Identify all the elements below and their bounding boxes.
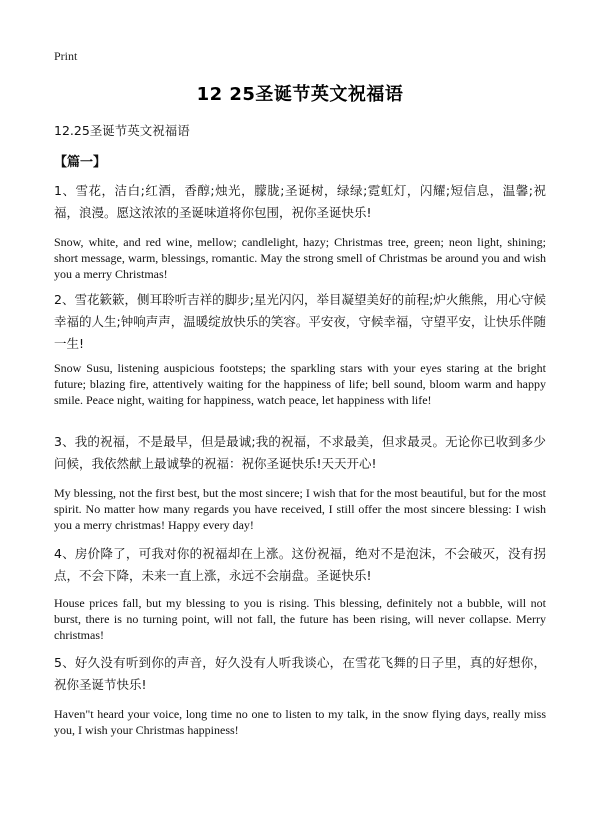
print-label: Print xyxy=(54,49,78,63)
entry-1-chinese: 1、雪花，洁白;红酒，香醇;烛光，朦胧;圣诞树，绿绿;霓虹灯，闪耀;短信息，温馨;祝福，浪漫。愿这浓浓的圣诞味道将你包围，祝你圣诞快乐! xyxy=(54,183,546,220)
document-subtitle: 12.25圣诞节英文祝福语 xyxy=(54,123,190,138)
entry-2-english: Snow Susu, listening auspicious footsteps; the sparkling stars with your eyes staring at the bright future; blazing fire, attentively waiting for the happiness of life; bell sound, bloom warm and happy smile. Peace night, waiting for happiness, watch peace, let happiness with life! xyxy=(54,361,546,407)
entry-4-english: House prices fall, but my blessing to you is rising. This blessing, definitely not a bubble, will not burst, there is no turning point, will not fall, the future has been rising, will never collapse. Merry christmas! xyxy=(54,596,546,642)
entry-2-chinese: 2、雪花簌簌，侧耳聆听吉祥的脚步;星光闪闪，举目凝望美好的前程;炉火熊熊，用心守候幸福的人生;钟响声声，温暖绽放快乐的笑容。平安夜，守候幸福，守望平安，让快乐伴随一生! xyxy=(54,292,546,351)
entry-4-chinese: 4、房价降了，可我对你的祝福却在上涨。这份祝福，绝对不是泡沫，不会破灭，没有拐点，不会下降，未来一直上涨，永远不会崩盘。圣诞快乐! xyxy=(54,546,546,583)
entry-3-english: My blessing, not the first best, but the most sincere; I wish that for the most beautiful, but for the most spirit. No matter how many regards you have received, I still offer the most sincere blessing: I wish you a merry christmas! Happy every day! xyxy=(54,486,546,532)
entry-3-chinese: 3、我的祝福，不是最早，但是最诚;我的祝福，不求最美，但求最灵。无论你已收到多少问候，我依然献上最诚挚的祝福：祝你圣诞快乐!天天开心! xyxy=(54,434,546,471)
section-heading: 【篇一】 xyxy=(54,155,107,170)
entry-5-chinese: 5、好久没有听到你的声音，好久没有人听我谈心，在雪花飞舞的日子里，真的好想你，祝你圣诞节快乐! xyxy=(54,655,546,692)
page-title: 12 25圣诞节英文祝福语 xyxy=(196,84,404,105)
entry-1-english: Snow, white, and red wine, mellow; candlelight, hazy; Christmas tree, green; neon light, shining; short message, warm, blessings, romantic. May the strong smell of Christmas be around you and wish you a merry Christmas! xyxy=(54,235,546,281)
entry-5-english: Haven"t heard your voice, long time no one to listen to my talk, in the snow flying days, really miss you, I wish your Christmas happiness! xyxy=(54,707,546,737)
